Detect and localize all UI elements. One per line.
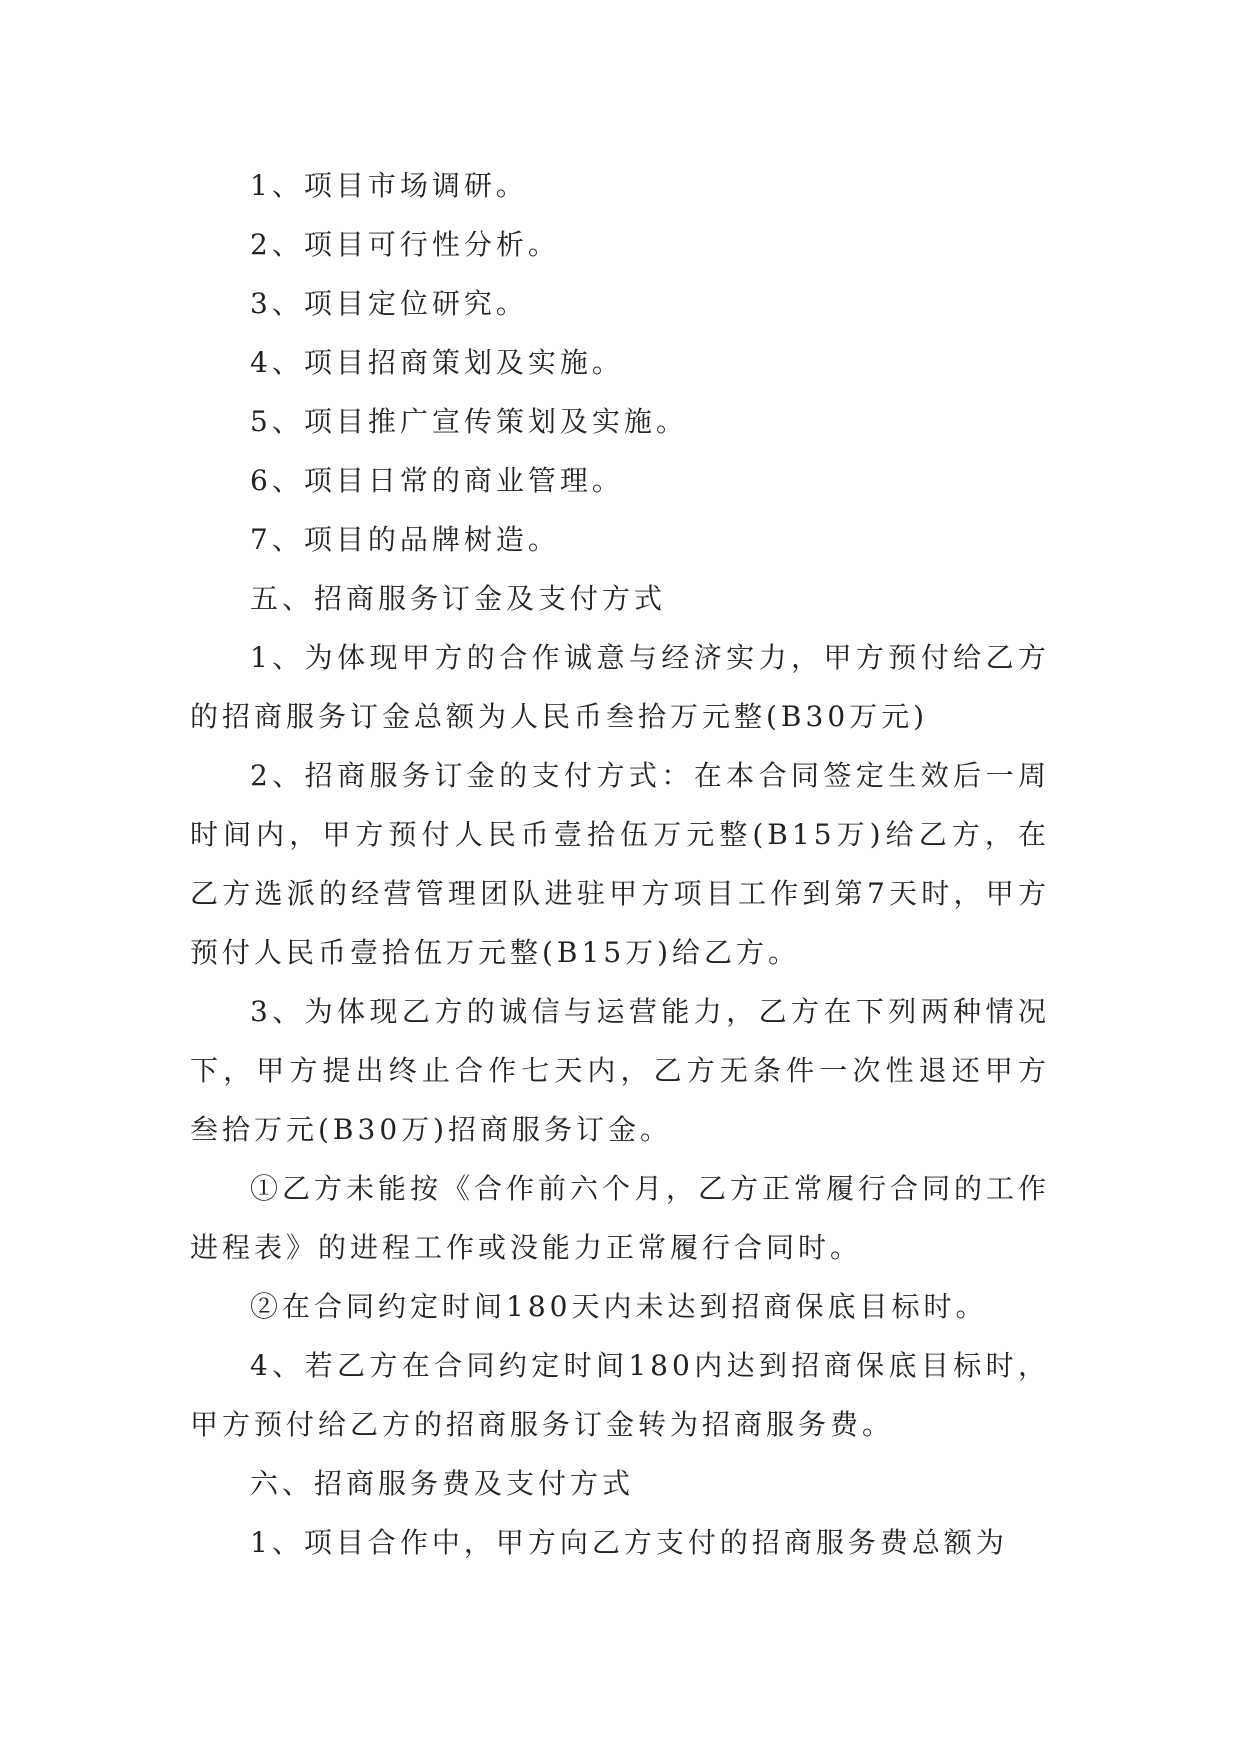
list-item-feasibility: 2、项目可行性分析。 [250, 228, 560, 261]
section-heading-deposit: 五、招商服务订金及支付方式 [250, 582, 667, 615]
list-item-investment-planning: 4、项目招商策划及实施。 [250, 346, 624, 379]
section-heading-service-fee: 六、招商服务费及支付方式 [250, 1467, 635, 1500]
clause-refund-condition-1: ①乙方未能按《合作前六个月，乙方正常履行合同的工作进程表》的进程工作或没能力正常履行合同时。 [190, 1172, 1051, 1264]
list-item-daily-management: 6、项目日常的商业管理。 [250, 464, 624, 497]
clause-deposit-conversion: 4、若乙方在合同约定时间180内达到招商保底目标时，甲方预付给乙方的招商服务订金转为招商服务费。 [190, 1349, 1050, 1441]
document-body [190, 156, 1050, 1572]
list-item-positioning: 3、项目定位研究。 [250, 287, 528, 320]
clause-refund-condition-2: ②在合同约定时间180天内未达到招商保底目标时。 [250, 1290, 988, 1323]
list-item-promotion: 5、项目推广宣传策划及实施。 [250, 405, 688, 438]
clause-deposit-total: 1、为体现甲方的合作诚意与经济实力，甲方预付给乙方的招商服务订金总额为人民币叁拾万元整(B30万元) [190, 641, 1050, 733]
list-item-branding: 7、项目的品牌树造。 [250, 523, 560, 556]
clause-deposit-refund: 3、为体现乙方的诚信与运营能力，乙方在下列两种情况下，甲方提出终止合作七天内，乙方无条件一次性退还甲方叁拾万元(B30万)招商服务订金。 [190, 995, 1050, 1146]
clause-deposit-payment: 2、招商服务订金的支付方式：在本合同签定生效后一周时间内，甲方预付人民币壹拾伍万元整(B15万)给乙方，在乙方选派的经营管理团队进驻甲方项目工作到第7天时，甲方预付人民币壹拾伍万元整(B15万)给乙方。 [190, 759, 1050, 969]
clause-service-fee-total: 1、项目合作中，甲方向乙方支付的招商服务费总额为 [250, 1526, 1008, 1559]
list-item-market-research: 1、项目市场调研。 [250, 169, 528, 202]
